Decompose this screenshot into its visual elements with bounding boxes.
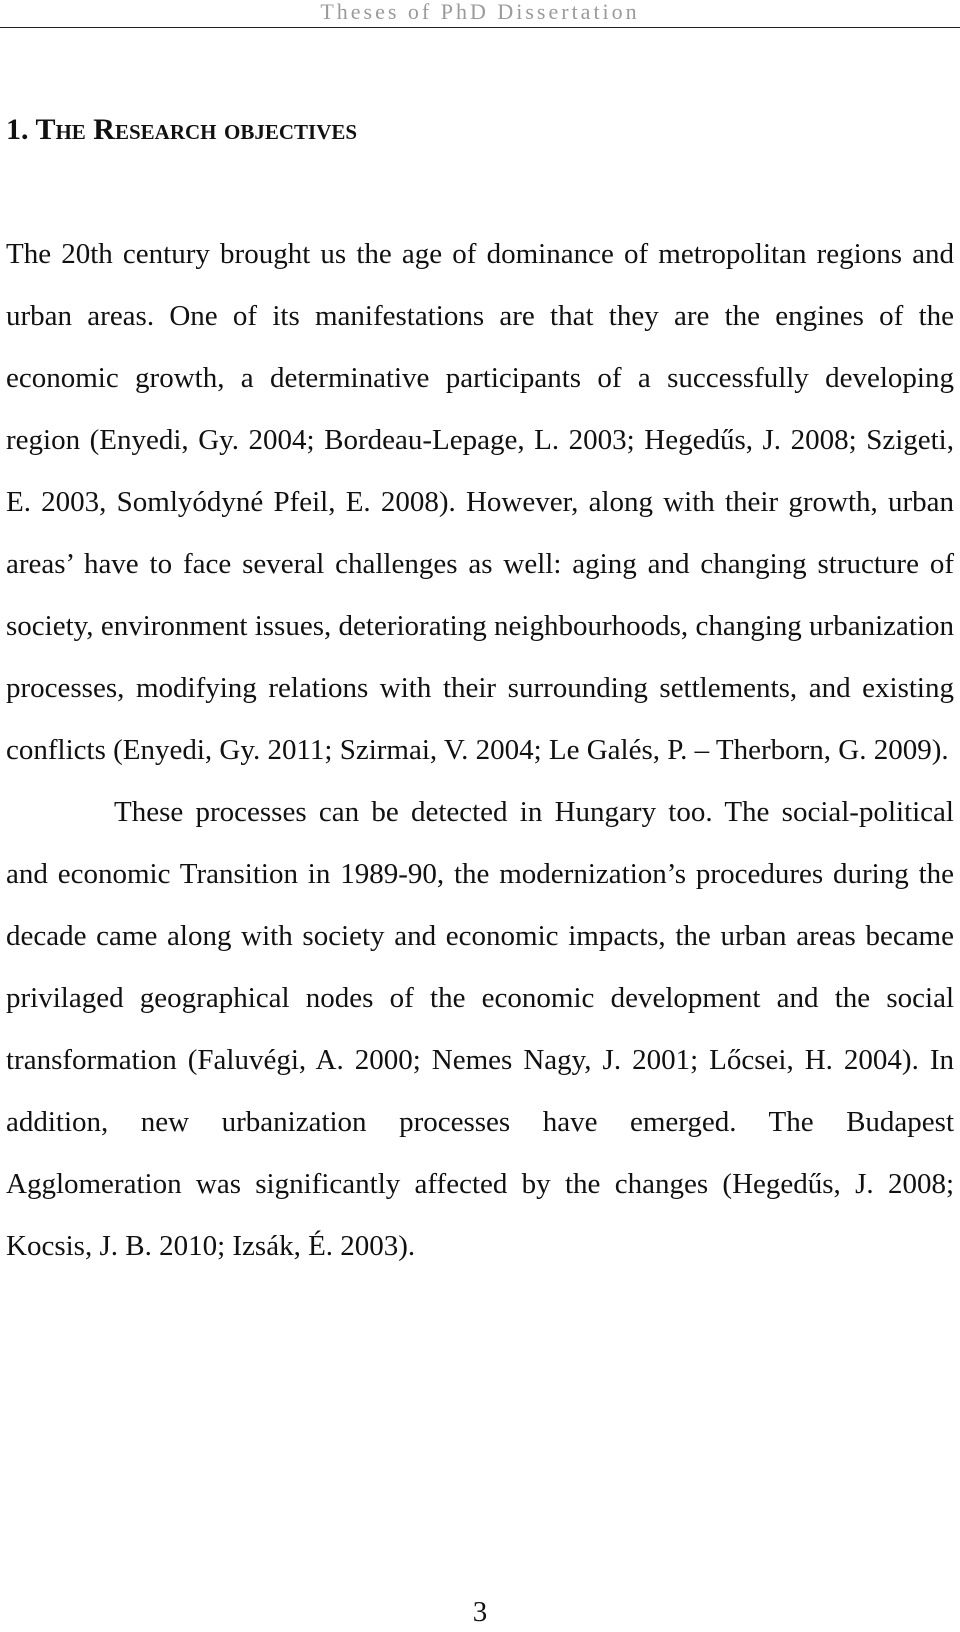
running-header <box>0 0 960 28</box>
paragraph-1: The 20th century brought us the age of dominance of metropolitan regions and urban areas. One of its manifestations are that they are the engines of the economic growth, a determinative participants of a successfully developing region (Enyedi, Gy. 2004; Bordeau-Lepage, L. 2003; Hegedűs, J. 2008; Szigeti, E. 2003, Somlyódyné Pfeil, E. 2008). However, along with their growth, urban areas’ have to face several challenges as well: aging and changing structure of society, environment issues, deteriorating neighbourhoods, changing urbanization processes, modifying relations with their surrounding settlements, and existing conflicts (Enyedi, Gy. 2011; Szirmai, V. 2004; Le Galés, P. – Therborn, G. 2009). <box>6 238 954 766</box>
section-body <box>6 223 954 1277</box>
paragraph-2: These processes can be detected in Hungary too. The social-political and economic Transition in 1989-90, the modernization’s procedures during the decade came along with society and economic impacts, the urban areas became privilaged geographical nodes of the economic development and the social transformation (Faluvégi, A. 2000; Nemes Nagy, J. 2001; Lőcsei, H. 2004). In addition, new urbanization processes have emerged. The Budapest Agglomeration was significantly affected by the changes (Hegedűs, J. 2008; Kocsis, J. B. 2010; Izsák, É. 2003). <box>6 796 954 1262</box>
section-heading: 1. The Research objectives <box>6 113 358 146</box>
running-header-title: Theses of PhD Dissertation <box>320 0 640 24</box>
page-number: 3 <box>472 1596 488 1628</box>
